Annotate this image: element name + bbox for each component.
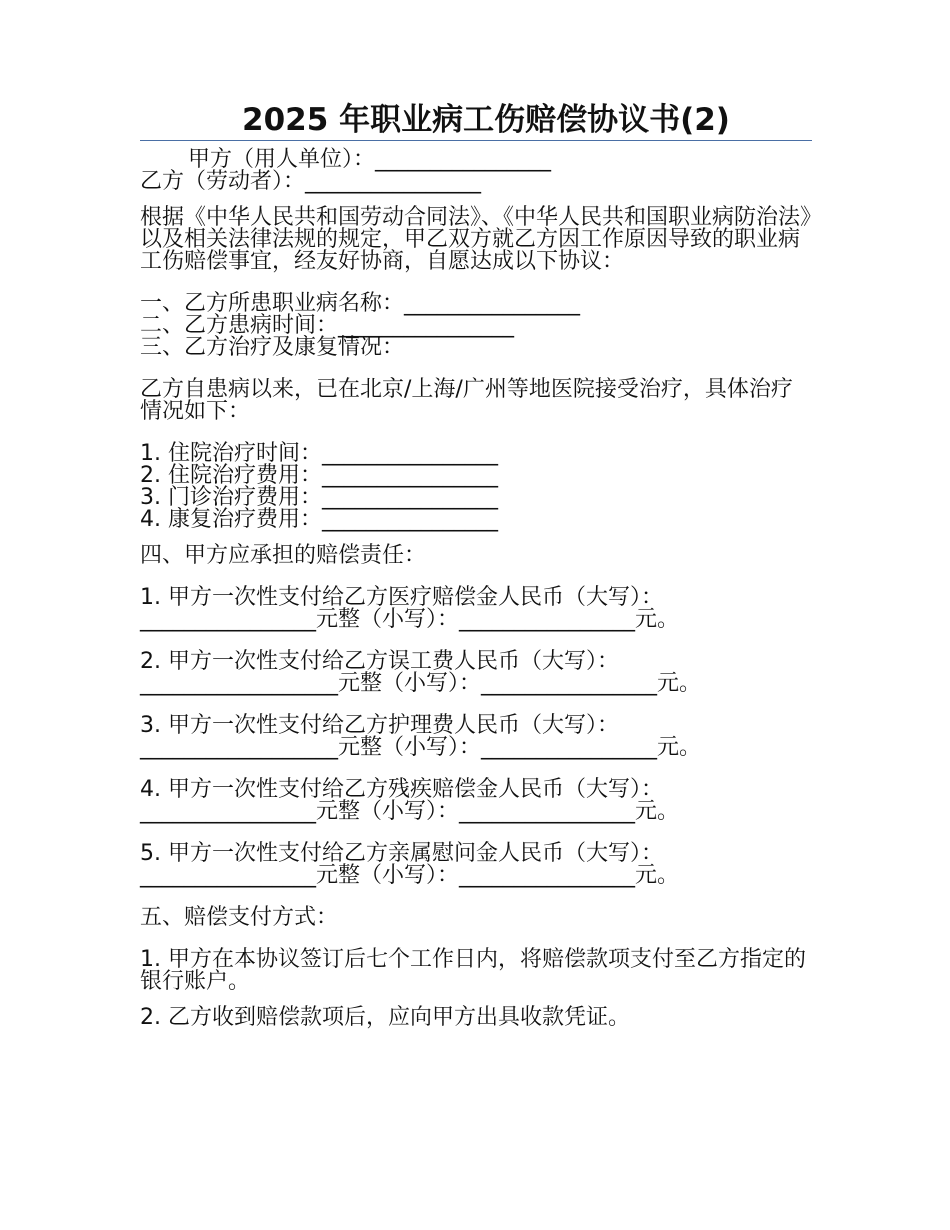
party-b-line: 乙方（劳动者）：________________ [140,169,482,194]
preamble-paragraph: 根据《中华人民共和国劳动合同法》、《中华人民共和国职业病防治法》以及相关法律法规的规定，甲乙双方就乙方因工作原因导致的职业病工伤赔偿事宜，经友好协商，自愿达成以下协议： [140,205,812,274]
treatment-item: 2. 住院治疗费用：________________ [140,463,498,488]
compensation-item: 4. 甲方一次性支付给乙方残疾赔偿金人民币（大写）：________________元整（小写）：________________元。 [140,777,680,824]
payment-item: 1. 甲方在本协议签订后七个工作日内，将赔偿款项支付至乙方指定的银行账户。 [140,947,806,994]
section-5-payment-heading: 五、赔偿支付方式： [140,905,339,930]
compensation-item: 5. 甲方一次性支付给乙方亲属慰问金人民币（大写）：________________元整（小写）：________________元。 [140,841,680,888]
compensation-item: 2. 甲方一次性支付给乙方误工费人民币（大写）：__________________元整（小写）：________________元。 [140,649,702,696]
party-a-line: 甲方（用人单位）：________________ [188,147,552,172]
section-3-treatment-heading: 三、乙方治疗及康复情况： [140,335,405,360]
document-page [140,100,812,1029]
treatment-intro-paragraph: 乙方自患病以来，已在北京/上海/广州等地医院接受治疗，具体治疗情况如下： [140,377,793,424]
title-divider [140,140,812,141]
document-title: 2025 年职业病工伤赔偿协议书(2) [242,102,730,138]
compensation-item: 3. 甲方一次性支付给乙方护理费人民币（大写）：__________________元整（小写）：________________元。 [140,713,702,760]
compensation-item: 1. 甲方一次性支付给乙方医疗赔偿金人民币（大写）：________________元整（小写）：________________元。 [140,585,680,632]
section-1-disease-name: 一、乙方所患职业病名称：________________ [140,291,581,316]
section-4-compensation-heading: 四、甲方应承担的赔偿责任： [140,543,427,568]
treatment-item: 3. 门诊治疗费用：________________ [140,485,498,510]
treatment-item: 1. 住院治疗时间：________________ [140,441,498,466]
treatment-item: 4. 康复治疗费用：________________ [140,507,498,532]
payment-item: 2. 乙方收到赔偿款项后，应向甲方出具收款凭证。 [140,1005,630,1030]
section-2-onset-time: 二、乙方患病时间：________________ [140,313,515,338]
